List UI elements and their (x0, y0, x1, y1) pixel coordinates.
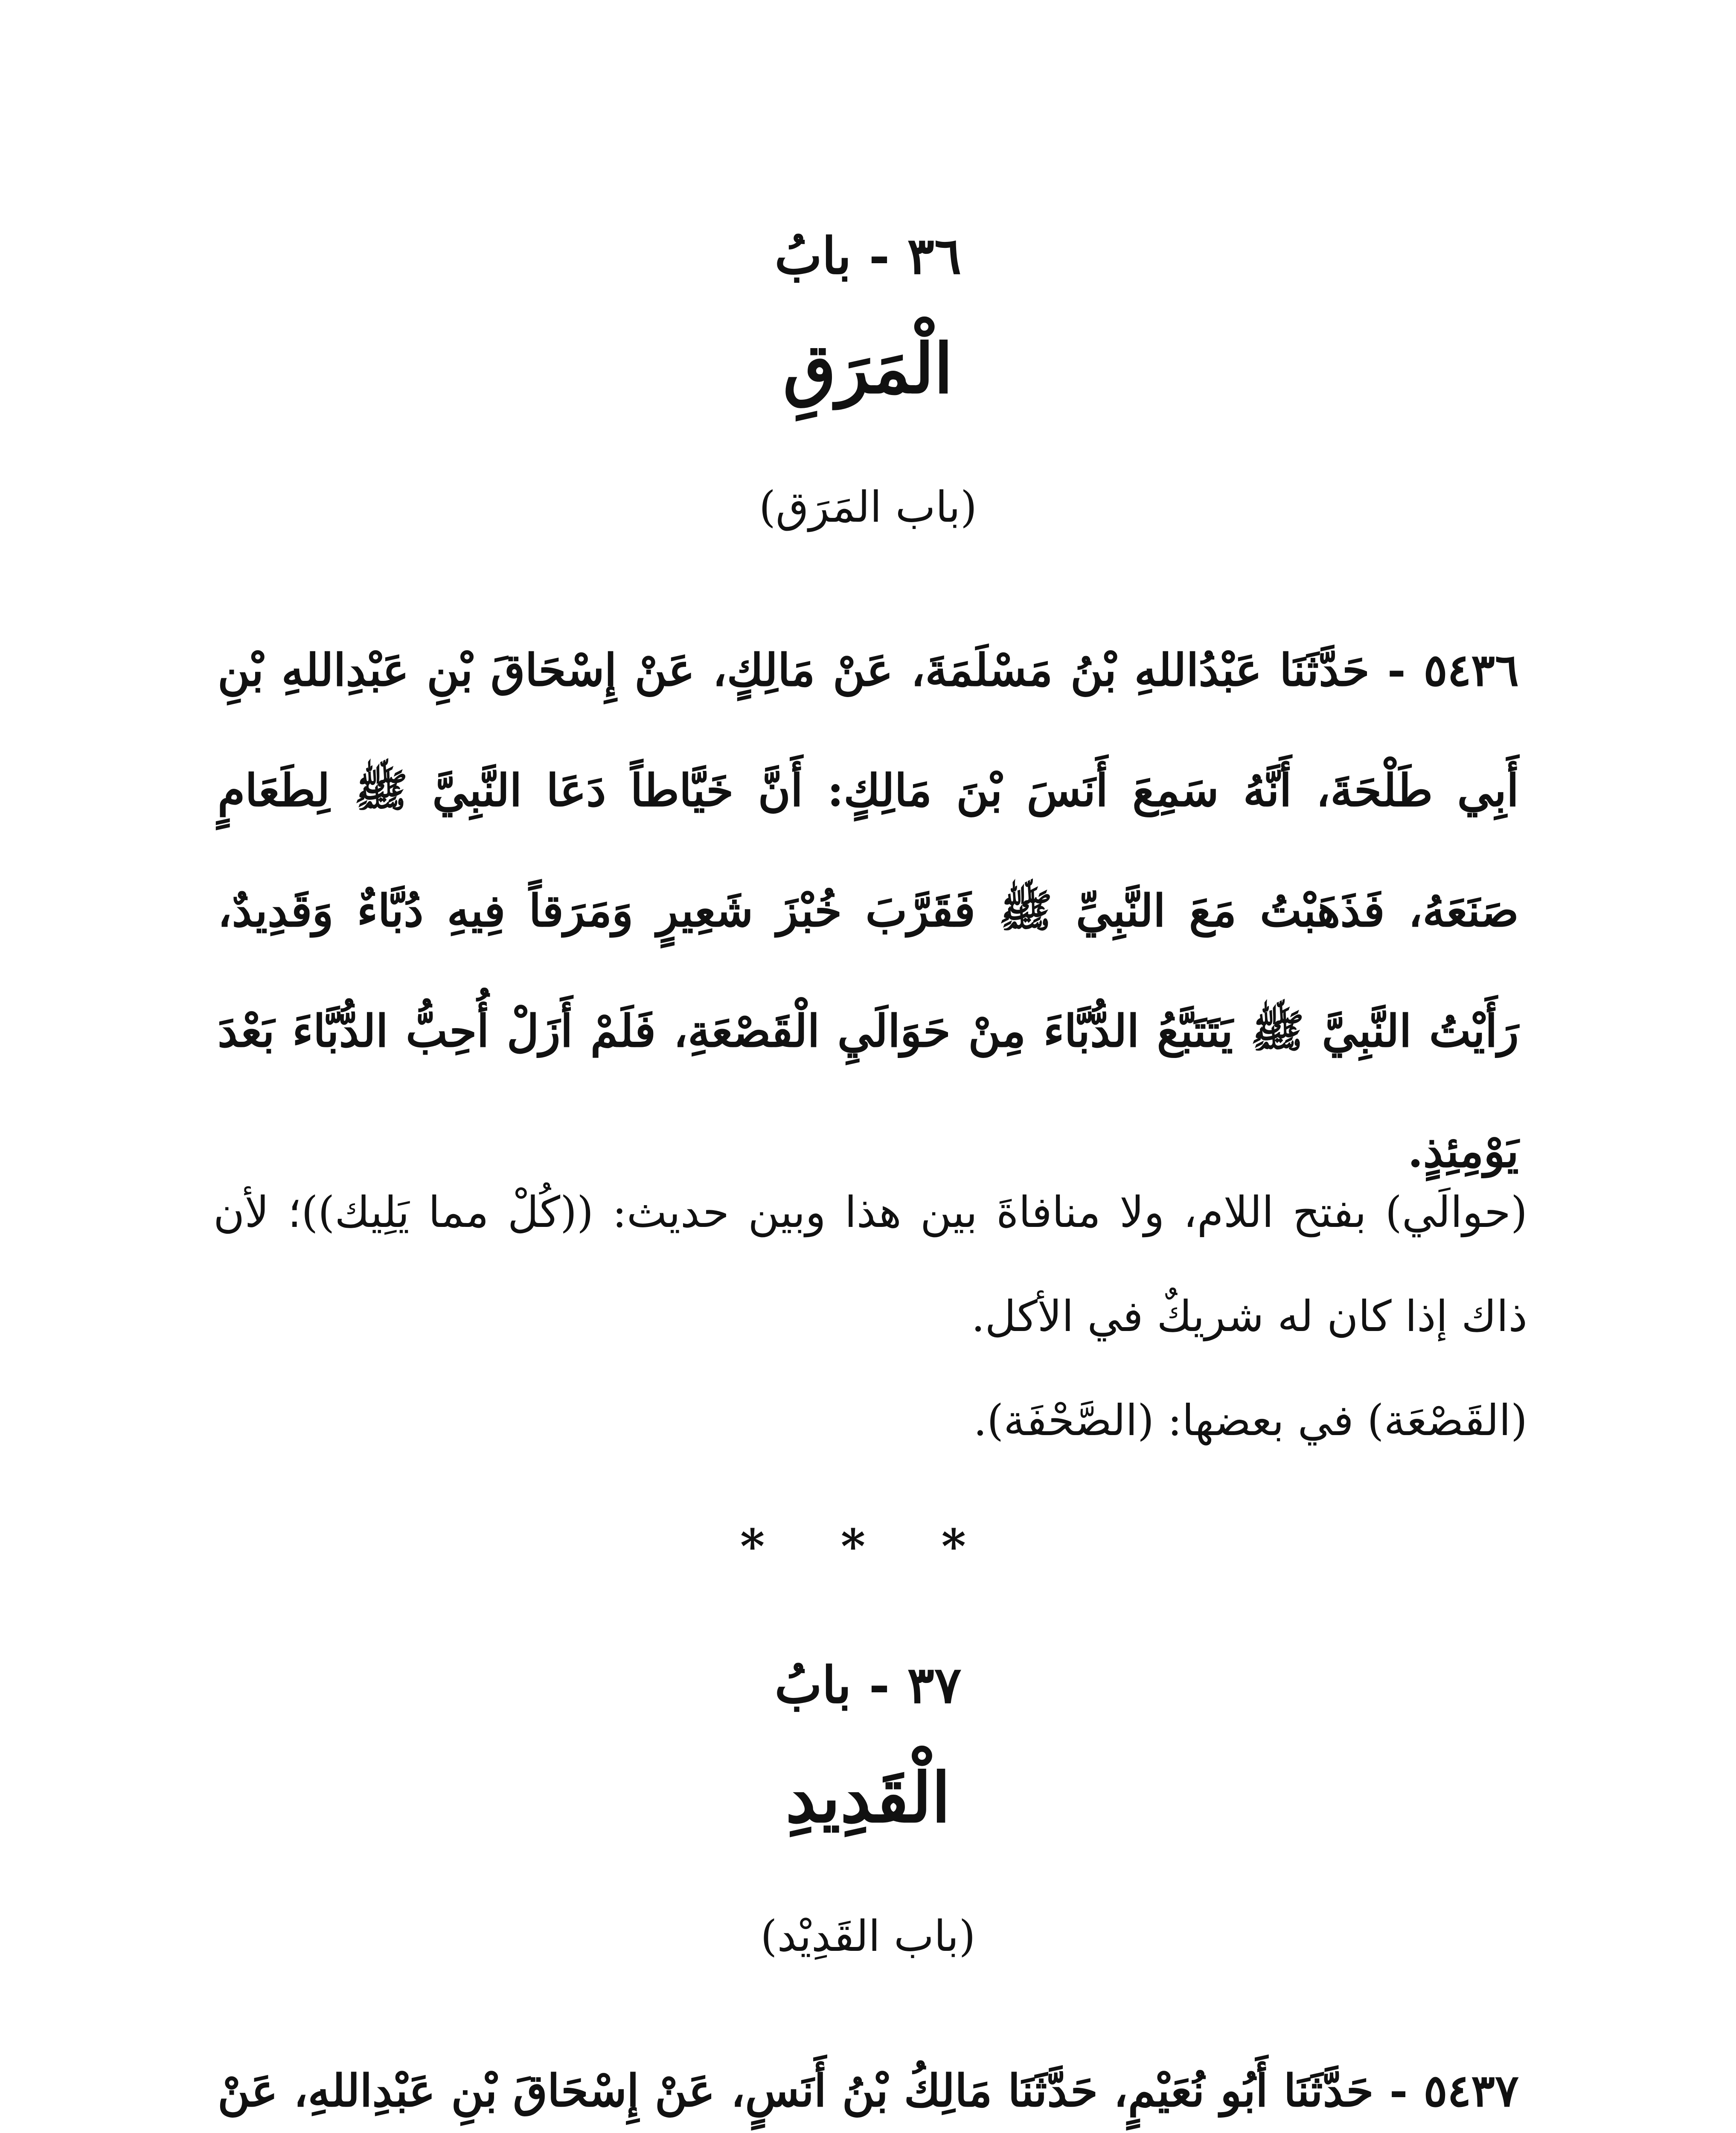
hadith-5436 (218, 610, 1519, 1212)
chapter-37-title: الْقَدِيدِ (785, 1758, 951, 1838)
commentary-paragraph: (القَصْعَة) في بعضها: (الصَّحْفَة). (973, 1395, 1527, 1445)
chapter-37-gloss: (باب القَدِيْد) (760, 1911, 976, 1961)
commentary-36 (213, 1160, 1527, 1473)
hadith-number: ٥٤٣٦ (1423, 644, 1519, 696)
section-separator: * * * (740, 1519, 996, 1574)
hadith-5437 (218, 2031, 1519, 2133)
hadith-text: - حَدَّثَنَا أَبُو نُعَيْمٍ، حَدَّثَنَا مَالِكُ بْنُ أَنَسٍ، عَنْ إِسْحَاقَ بْنِ عَبْدِاللهِ، عَنْ (218, 2064, 1408, 2117)
chapter-37-number: ٣٧ - بابُ (774, 1655, 962, 1715)
commentary-paragraph: (حوالَي) بفتح اللام، ولا منافاةَ بين هذا وبين حديث: ((كُلْ مما يَلِيك))؛ لأن ذاك إذا كان له شريكٌ في الأكل. (213, 1187, 1527, 1341)
chapter-36-title: الْمَرَقِ (783, 328, 953, 409)
hadith-number: ٥٤٣٧ (1423, 2064, 1519, 2117)
chapter-36-number: ٣٦ - بابُ (774, 226, 962, 285)
hadith-text: - حَدَّثَنَا عَبْدُاللهِ بْنُ مَسْلَمَةَ، عَنْ مَالِكٍ، عَنْ إِسْحَاقَ بْنِ عَبْدِاللهِ بْنِ أَبِي طَلْحَةَ، أَنَّهُ سَمِعَ أَنَسَ بْنَ مَالِكٍ: أَنَّ خَيَّاطاً دَعَا النَّبِيَّ ﷺ لِطَعَامٍ صَنَعَهُ، فَذَهَبْتُ مَعَ النَّبِيِّ ﷺ فَقَرَّبَ خُبْزَ شَعِيرٍ وَمَرَقاً فِيهِ دُبَّاءٌ وَقَدِيدٌ، رَأَيْتُ النَّبِيَّ ﷺ يَتَتَبَّعُ الدُّبَّاءَ مِنْ حَوَالَيِ الْقَصْعَةِ، فَلَمْ أَزَلْ أُحِبُّ الدُّبَّاءَ بَعْدَ يَوْمِئِذٍ. (218, 644, 1519, 1177)
chapter-36-gloss: (باب المَرَق) (759, 482, 977, 532)
